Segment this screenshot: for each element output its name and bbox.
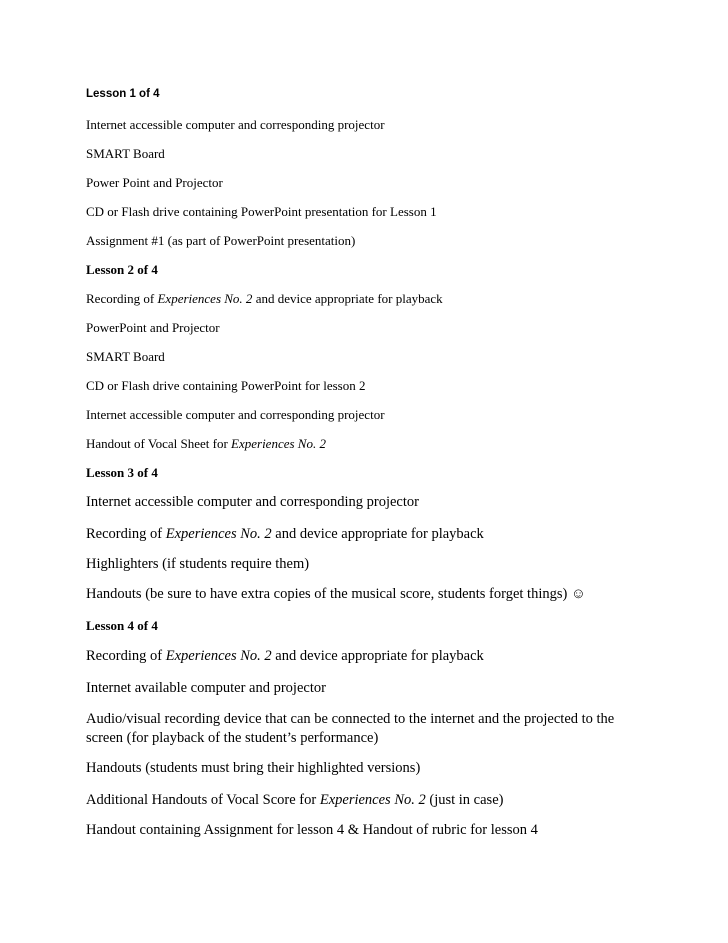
lesson-2-item: CD or Flash drive containing PowerPoint for lesson 2 xyxy=(86,378,366,393)
lesson-2-item: PowerPoint and Projector xyxy=(86,320,220,335)
lesson-2-item: Internet accessible computer and corresponding projector xyxy=(86,407,385,422)
lesson-1-item: Assignment #1 (as part of PowerPoint presentation) xyxy=(86,233,356,248)
lesson-2-item: SMART Board xyxy=(86,349,165,364)
lesson-4-item: Recording of Experiences No. 2 and device appropriate for playback xyxy=(86,648,484,664)
lesson-3-item: Recording of Experiences No. 2 and device appropriate for playback xyxy=(86,526,484,542)
lesson-3-heading: Lesson 3 of 4 xyxy=(86,465,158,480)
lesson-4-item: Internet available computer and projector xyxy=(86,680,326,696)
lesson-4-item: Audio/visual recording device that can be connected to the internet and the projected to the screen (for playback of the student’s performance) xyxy=(86,711,615,746)
lesson-4-heading: Lesson 4 of 4 xyxy=(86,618,158,633)
lesson-3-item: Handouts (be sure to have extra copies of the musical score, students forget things) ☺ xyxy=(86,586,586,602)
lesson-2-heading: Lesson 2 of 4 xyxy=(86,262,158,277)
lesson-3-item: Highlighters (if students require them) xyxy=(86,556,310,572)
lesson-4-item: Handout containing Assignment for lesson 4 & Handout of rubric for lesson 4 xyxy=(86,822,538,838)
lesson-1-item: CD or Flash drive containing PowerPoint presentation for Lesson 1 xyxy=(86,204,437,219)
lesson-3-item: Internet accessible computer and corresponding projector xyxy=(86,494,419,510)
lesson-2-item: Handout of Vocal Sheet for Experiences No. 2 xyxy=(86,436,326,451)
lesson-1-item: Internet accessible computer and corresponding projector xyxy=(86,117,385,132)
lesson-4-item: Additional Handouts of Vocal Score for Experiences No. 2 (just in case) xyxy=(86,792,504,808)
lesson-1-item: Power Point and Projector xyxy=(86,175,223,190)
lesson-1-item: SMART Board xyxy=(86,146,165,161)
lesson-2-item: Recording of Experiences No. 2 and device appropriate for playback xyxy=(86,291,443,306)
lesson-4-item: Handouts (students must bring their highlighted versions) xyxy=(86,760,421,776)
lesson-1-heading: Lesson 1 of 4 xyxy=(86,88,160,100)
